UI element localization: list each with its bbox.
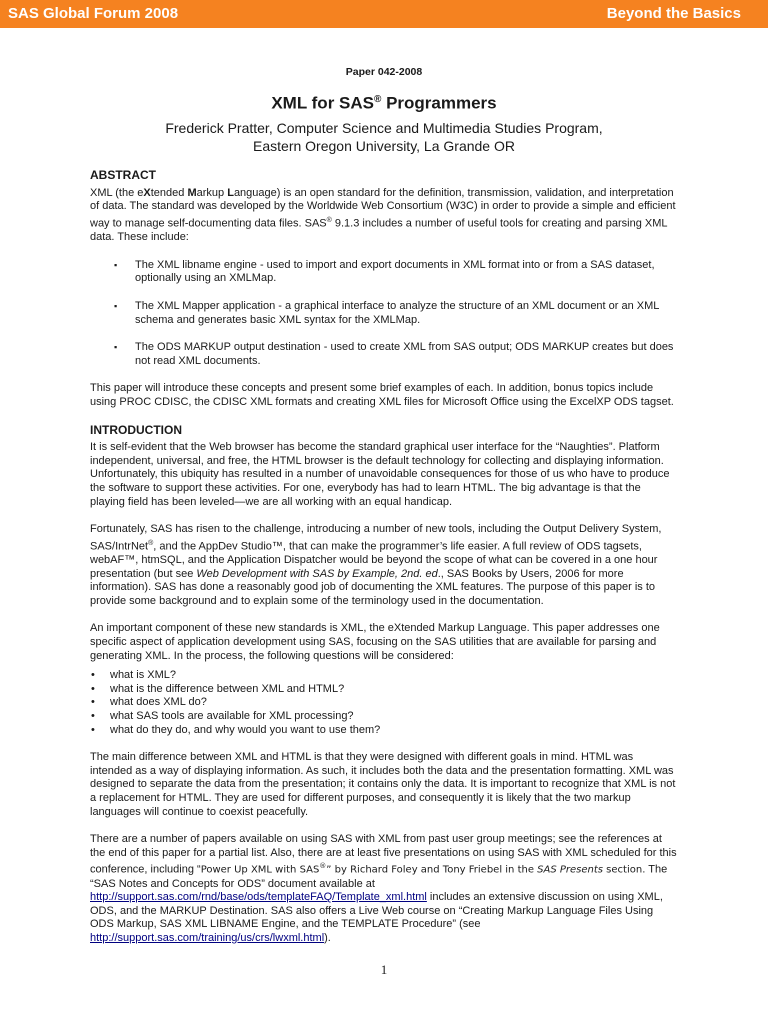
list-item: • what does XML do? xyxy=(90,696,678,710)
registered-mark: ® xyxy=(326,217,332,225)
list-item: ▪ The XML libname engine - used to import and export documents in XML format into or from a SAS dataset, optionally using an XMLMap. xyxy=(90,259,678,286)
author-line-1: Frederick Pratter, Computer Science and Multimedia Studies Program, xyxy=(165,120,603,137)
talk-authors: ” by Richard Foley and Tony Friebel in the xyxy=(326,864,538,876)
questions-list xyxy=(90,669,678,737)
list-item: ▪ The XML Mapper application - a graphical interface to analyze the structure of an XML document or an XML schema and generates basic XML syntax for the XMLMap. xyxy=(90,300,678,327)
text-run: , and the AppDev Studio™, that can make the programmer’s life easier. A full review of ODS tagsets, webAF™, htmSQL, and the Application Dispatcher would be beyond the scope of what can be covered in a one hour presentation (but see xyxy=(90,540,658,580)
page-body xyxy=(90,66,678,960)
lwxml-course-link[interactable]: http://support.sas.com/training/us/crs/lwxml.html xyxy=(90,931,325,944)
registered-mark: ® xyxy=(148,539,154,547)
template-faq-link[interactable]: http://support.sas.com/rnd/base/ods/templateFAQ/Template_xml.html xyxy=(90,891,427,904)
list-item: • what do they do, and why would you want to use them? xyxy=(90,724,678,738)
abstract-heading: ABSTRACT xyxy=(90,168,156,183)
introduction-heading: INTRODUCTION xyxy=(90,422,182,437)
introduction-paragraph-4: The main difference between XML and HTML is that they were designed with different goals in mind. HTML was intended as a way of displaying information. As such, it includes both the data and the presentation formatting. XML was designed to separate the data from the presentation; it contains only the data. It is important to recognize that XML is not a replacement for HTML. They are used for different purposes, and consequently it is likely that the two markup languages will continue to coexist peacefully. xyxy=(90,751,676,818)
text-run: tended xyxy=(150,186,188,199)
abstract-paragraph-1 xyxy=(90,187,678,245)
text-run: ). xyxy=(324,931,331,944)
list-item: • what is the difference between XML and HTML? xyxy=(90,683,678,697)
text-run: section. xyxy=(603,864,646,876)
registered-mark: ® xyxy=(319,862,327,871)
track-name: Beyond the Basics xyxy=(606,5,741,22)
text-run: 9.1.3 includes a number of useful tools for creating and parsing XML data. These include: xyxy=(90,217,668,244)
paper-title xyxy=(90,90,678,114)
author-line-2: Eastern Oregon University, La Grande OR xyxy=(253,138,515,155)
text-run: anguage) is an open standard for the definition, transmission, validation, and interpretation of data. The standard was developed by the Worldwide Web Consortium (W3C) in order to provide a simple and efficient way to manage self-documenting data files. SAS xyxy=(90,186,676,230)
text-run: The “SAS Notes and Concepts for ODS” document available at xyxy=(90,863,668,890)
talk-title: Power Up XML with SAS xyxy=(200,864,320,876)
page-number: 1 xyxy=(380,962,388,977)
list-item: • what SAS tools are available for XML processing? xyxy=(90,710,678,724)
section-name: SAS Presents xyxy=(537,864,603,876)
introduction-paragraph-1: It is self-evident that the Web browser has become the standard graphical user interface for the “Naughties”. Platform independent, universal, and free, the HTML browser is the default technology for collecting and displaying information. Unfortunately, this ubiquity has resulted in a number of unavoidable consequences for those of us who have to produce the software to support these activities. For one, everybody has had to learn HTML. The big advantage is that the playing field has been leveled—we are all working with an equal handicap. xyxy=(90,441,670,508)
title-rest: Programmers xyxy=(381,93,497,113)
paper-number: Paper 042-2008 xyxy=(345,66,423,78)
text-run: X xyxy=(143,186,151,199)
introduction-paragraph-3: An important component of these new standards is XML, the eXtended Markup Language. This paper addresses one specific aspect of application development using SAS, focusing on the SAS utilities that are available for parsing and generating XML. In the process, the following questions will be considered: xyxy=(90,622,660,662)
title-main: XML for SAS xyxy=(271,93,374,113)
tools-list xyxy=(90,259,678,369)
book-title: Web Development with SAS by Example, 2nd. ed xyxy=(196,567,438,580)
text-run: ., SAS Books by Users, 2006 for more information). SAS has done a reasonably good job of documenting the XML features. The purpose of this paper is to provide some background and to explain some of the terminology used in the documentation. xyxy=(90,567,656,607)
title-registered-mark: ® xyxy=(373,93,382,105)
text-run: There are a number of papers available on using SAS with XML from past user group meetings; see the references at the end of this paper for a partial list. Also, there are at least five presentations on using SAS with XML scheduled for this conference, including “ xyxy=(90,833,677,876)
list-item: ▪ The ODS MARKUP output destination - used to create XML from SAS output; ODS MARKUP creates but does not read XML documents. xyxy=(90,341,678,368)
text-run: Fortunately, SAS has risen to the challenge, introducing a number of new tools, including the Output Delivery System, SAS/IntrNet xyxy=(90,523,662,553)
text-run: arkup xyxy=(196,186,228,199)
list-item: • what is XML? xyxy=(90,669,678,683)
text-run: L xyxy=(227,186,234,199)
header-banner xyxy=(0,0,768,28)
introduction-paragraph-2 xyxy=(90,523,678,608)
text-run: M xyxy=(187,186,197,199)
text-run: includes an extensive discussion on using XML, ODS, and the MARKUP Destination. SAS also offers a Live Web course on “Creating Markup Language Files Using ODS Markup, SAS XML LIBNAME Engine, and the TEMPLATE Procedure” (see xyxy=(90,891,663,931)
text-run: XML (the e xyxy=(90,186,144,199)
conference-name: SAS Global Forum 2008 xyxy=(8,5,179,22)
introduction-paragraph-5 xyxy=(90,833,678,945)
author-block xyxy=(90,119,678,155)
abstract-paragraph-2: This paper will introduce these concepts and present some brief examples of each. In addition, bonus topics include using PROC CDISC, the CDISC XML formats and creating XML files for Microsoft Office using the ExcelXP ODS tagset. xyxy=(90,382,674,409)
